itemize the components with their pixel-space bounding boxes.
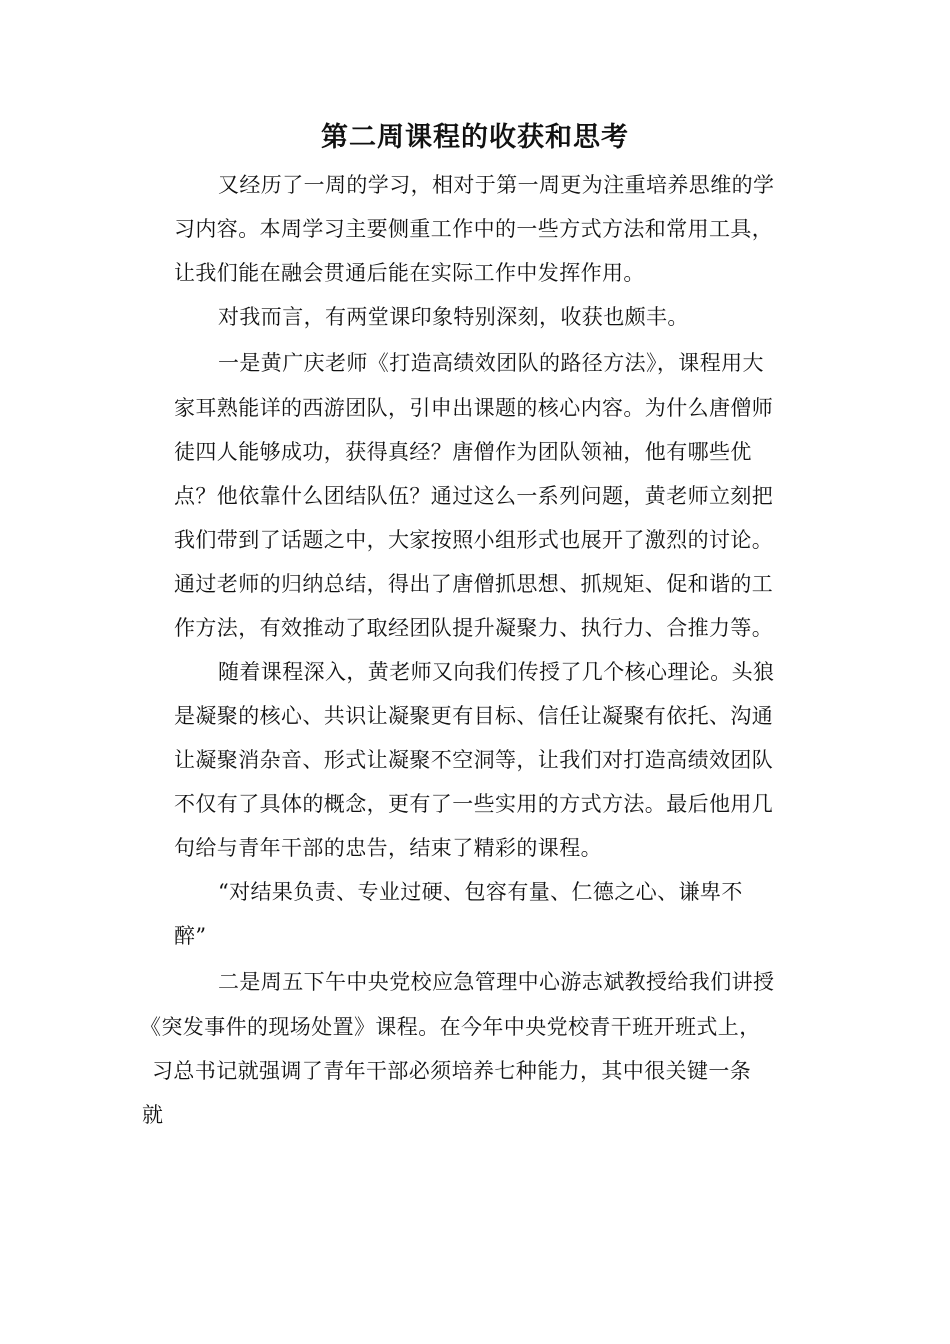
text-line: 作方法，有效推动了取经团队提升凝聚力、执行力、合推力等。 [174, 616, 774, 640]
text-line: 通过老师的归纳总结，得出了唐僧抓思想、抓规矩、促和谐的工 [174, 572, 774, 596]
document-title: 第二周课程的收获和思考 [321, 122, 629, 153]
text-line: 是凝聚的核心、共识让凝聚更有目标、信任让凝聚有依托、沟通 [174, 704, 774, 728]
text-line: 让凝聚消杂音、形式让凝聚不空洞等，让我们对打造高绩效团队 [174, 748, 774, 772]
quote-line: “对结果负责、专业过硬、包容有量、仁德之心、谦卑不 [218, 880, 743, 904]
text-line: 又经历了一周的学习，相对于第一周更为注重培养思维的学 [218, 173, 775, 197]
text-line: 句给与青年干部的忠告，结束了精彩的课程。 [174, 836, 602, 860]
text-line: 徒四人能够成功，获得真经？唐僧作为团队领袖，他有哪些优 [174, 440, 752, 464]
quote-line: 醉” [174, 924, 207, 948]
text-line: 我们带到了话题之中，大家按照小组形式也展开了激烈的讨论。 [174, 528, 774, 552]
text-line: 对我而言，有两堂课印象特别深刻，收获也颇丰。 [218, 305, 689, 329]
text-line: 就 [142, 1103, 164, 1127]
text-line: 点？他依靠什么团结队伍？通过这么一系列问题，黄老师立刻把 [174, 484, 774, 508]
text-line: 《突发事件的现场处置》课程。在今年中央党校青干班开班式上， [140, 1015, 761, 1039]
text-line: 让我们能在融会贯通后能在实际工作中发挥作用。 [174, 261, 645, 285]
text-line: 习内容。本周学习主要侧重工作中的一些方式方法和常用工具， [174, 217, 774, 241]
text-line: 一是黄广庆老师《打造高绩效团队的路径方法》，课程用大 [218, 351, 764, 375]
text-line: 习总书记就强调了青年干部必须培养七种能力，其中很关键一条 [152, 1059, 752, 1083]
text-line: 家耳熟能详的西游团队，引申出课题的核心内容。为什么唐僧师 [174, 396, 774, 420]
text-line: 不仅有了具体的概念，更有了一些实用的方式方法。最后他用几 [174, 792, 774, 816]
text-line: 二是周五下午中央党校应急管理中心游志斌教授给我们讲授 [218, 970, 775, 994]
text-line: 随着课程深入，黄老师又向我们传授了几个核心理论。头狼 [218, 660, 775, 684]
